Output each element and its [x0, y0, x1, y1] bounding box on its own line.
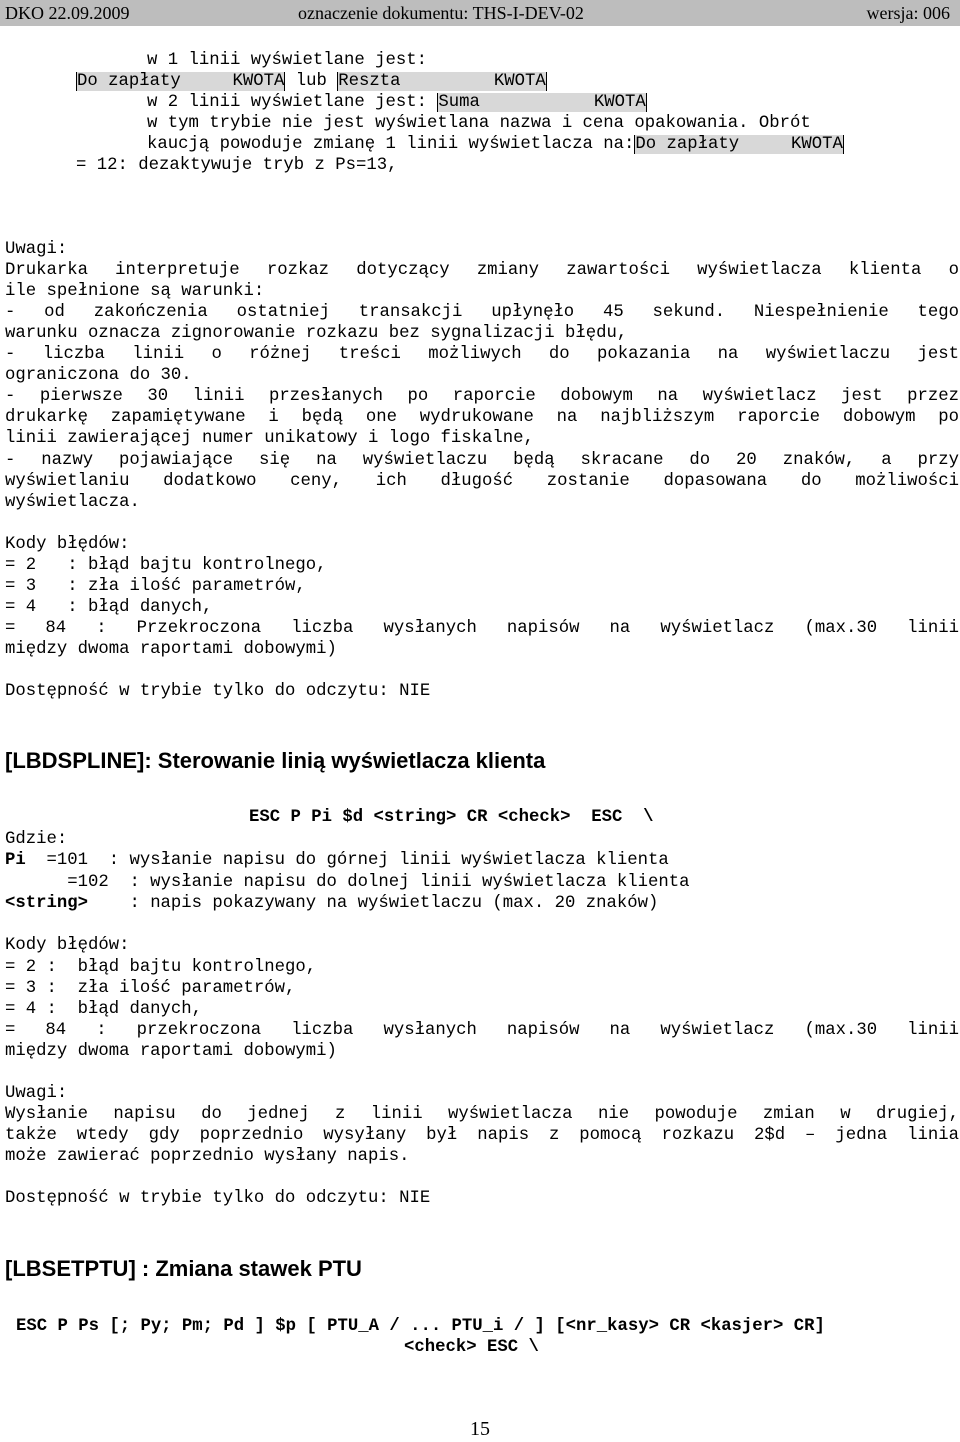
text-line-2-label: w 2 linii wyświetlane jest:: [147, 93, 438, 112]
display-box-suma: Suma KWOTA: [438, 93, 646, 112]
access-readonly: Dostępność w trybie tylko do odczytu: NIE: [5, 682, 431, 701]
header-version: wersja: 006: [866, 3, 950, 23]
notes-text: warunku oznacza zignorowanie rozkazu bez sygnalizacji błędu,: [5, 324, 628, 343]
notes-text: - liczba linii o różnej treści możliwych do pokazania na wyświetlaczu jest: [5, 345, 959, 364]
notes-text: wyświetlaniu dodatkowo ceny, ich długość zostanie dopasowana do możliwości: [5, 472, 959, 491]
command-syntax: ESC P Ps [; Py; Pm; Pd ] $p [ PTU_A / ... PTU_i / ] [<nr_kasy> CR <kasjer> CR]: [16, 1317, 825, 1336]
header-date: DKO 22.09.2009: [5, 3, 130, 23]
error-code-line: = 4 : błąd danych,: [5, 1000, 203, 1019]
notes-text: linii zawierającej numer unikatowy i logo fiskalne,: [5, 429, 534, 448]
error-code-line: między dwoma raportami dobowymi): [5, 1042, 337, 1061]
param-name: <string>: [5, 894, 88, 913]
intro-line-4: w tym trybie nie jest wyświetlana nazwa i cena opakowania. Obrót: [147, 114, 811, 133]
notes-text: także wtedy gdy poprzednio wysyłany był napis z pomocą rozkazu 2$d – jedna linia: [5, 1126, 959, 1145]
intro-line-5: [147, 134, 844, 155]
param-pi-line-2: =102 : wysłanie napisu do dolnej linii wyświetlacza klienta: [5, 873, 690, 892]
error-codes-title: Kody błędów:: [5, 936, 130, 955]
error-code-line: = 84 : Przekroczona liczba wysłanych napisów na wyświetlacz (max.30 linii: [5, 619, 959, 638]
intro-line-2: [76, 71, 547, 92]
notes-text: - pierwsze 30 linii przesłanych po raporcie dobowym na wyświetlacz jest przez: [5, 387, 959, 406]
document-header: [0, 0, 960, 26]
notes-text: - od zakończenia ostatniej transakcji upłynęło 45 sekund. Niespełnienie tego: [5, 303, 959, 322]
param-name: Pi: [5, 851, 26, 870]
param-desc: : napis pokazywany na wyświetlaczu (max. 20 znaków): [87, 894, 659, 913]
error-code-line: = 84 : przekroczona liczba wysłanych napisów na wyświetlacz (max.30 linii: [5, 1021, 959, 1040]
notes-text: Drukarka interpretuje rozkaz dotyczący zmiany zawartości wyświetlacza klienta o: [5, 261, 959, 280]
param-string-line: [5, 893, 658, 914]
section-heading-lbdspline: [LBDSPLINE]: Sterowanie linią wyświetlacza klienta: [5, 748, 546, 773]
notes-text: drukarkę zapamiętywane i będą one wydrukowane na najbliższym raporcie dobowym po: [5, 408, 959, 427]
display-box-reszta: Reszta KWOTA: [338, 72, 546, 91]
intro-line-3: [147, 92, 647, 113]
intro-line-1: w 1 linii wyświetlane jest:: [147, 51, 428, 70]
command-syntax-cont: <check> ESC \: [404, 1338, 539, 1357]
param-desc: =101 : wysłanie napisu do górnej linii wyświetlacza klienta: [25, 851, 669, 870]
error-code-line: między dwoma raportami dobowymi): [5, 640, 337, 659]
page-number: 15: [470, 1418, 490, 1440]
section-heading-lbsetptu: [LBSETPTU] : Zmiana stawek PTU: [5, 1256, 362, 1281]
text-lub: lub: [285, 72, 338, 91]
error-code-line: = 3 : zła ilość parametrów,: [5, 577, 306, 596]
param-pi-line-1: [5, 850, 669, 871]
notes-text: może zawierać poprzednio wysłany napis.: [5, 1147, 410, 1166]
notes-title: Uwagi:: [5, 240, 68, 259]
notes-text: Wysłanie napisu do jednej z linii wyświetlacza nie powoduje zmian w drugiej,: [5, 1105, 959, 1124]
error-code-line: = 2 : błąd bajtu kontrolnego,: [5, 958, 317, 977]
notes-text: - nazwy pojawiające się na wyświetlaczu będą skracane do 20 znaków, a przy: [5, 451, 959, 470]
header-doc-id: oznaczenie dokumentu: THS-I-DEV-02: [298, 3, 584, 23]
error-code-line: = 4 : błąd danych,: [5, 598, 213, 617]
display-box-do-zaplaty: Do zapłaty KWOTA: [77, 72, 285, 91]
where-label: Gdzie:: [5, 830, 68, 849]
display-box-do-zaplaty-2: Do zapłaty KWOTA: [635, 135, 843, 154]
access-readonly: Dostępność w trybie tylko do odczytu: NIE: [5, 1189, 431, 1208]
command-syntax: ESC P Pi $d <string> CR <check> ESC \: [249, 808, 654, 827]
error-code-line: = 3 : zła ilość parametrów,: [5, 979, 296, 998]
text-kaucja: kaucją powoduje zmianę 1 linii wyświetlacza na:: [147, 135, 635, 154]
notes-text: ograniczona do 30.: [5, 366, 192, 385]
notes-text: wyświetlacza.: [5, 493, 140, 512]
intro-line-6: = 12: dezaktywuje tryb z Ps=13,: [76, 156, 398, 175]
notes-text: ile spełnione są warunki:: [5, 282, 265, 301]
notes-title: Uwagi:: [5, 1084, 68, 1103]
error-code-line: = 2 : błąd bajtu kontrolnego,: [5, 556, 327, 575]
error-codes-title: Kody błędów:: [5, 535, 130, 554]
